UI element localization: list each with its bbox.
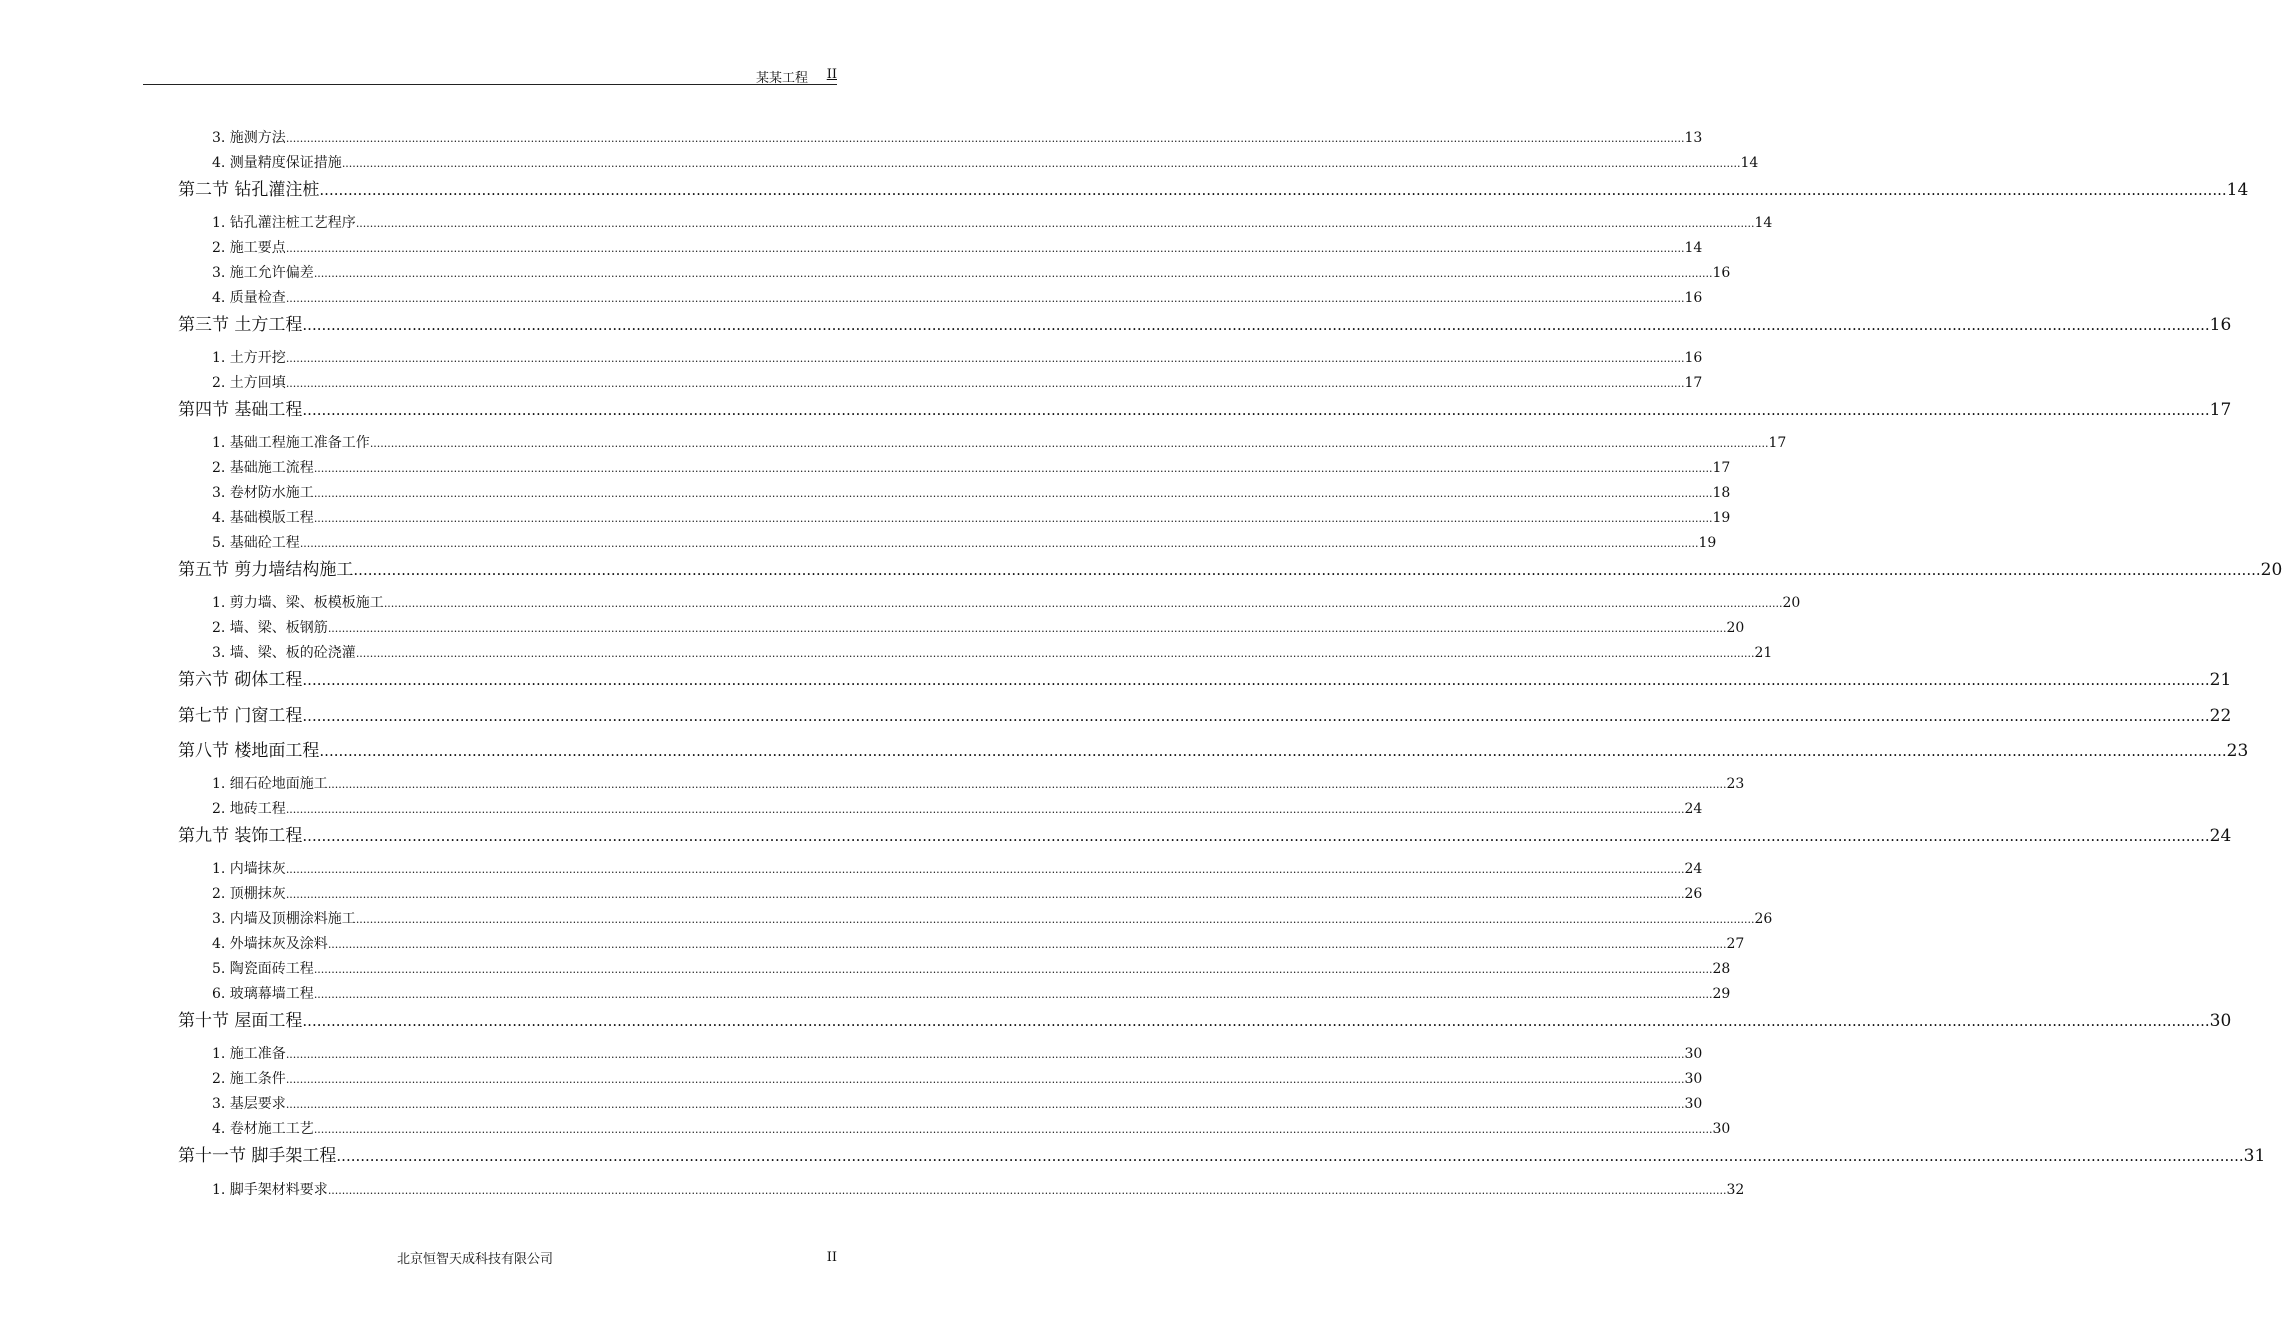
toc-subsection-entry[interactable]: [212, 532, 1717, 552]
toc-entry-page: 30: [1684, 1071, 1703, 1087]
toc-dot-leader: ................................................................................................................................................................................................................................................................................................................................................................................................................: [313, 512, 1713, 525]
toc-entry-page: 14: [1684, 240, 1703, 256]
toc-entry-page: 32: [1726, 1182, 1745, 1198]
toc-entry-label: 第九节 装饰工程: [178, 826, 303, 846]
toc-entry-label: 4. 卷材施工工艺: [212, 1121, 314, 1137]
toc-subsection-entry[interactable]: [212, 372, 1703, 392]
toc-entry-label: 第三节 土方工程: [178, 315, 303, 335]
toc-section-entry[interactable]: [178, 701, 2232, 726]
toc-entry-page: 31: [2243, 1146, 2266, 1166]
toc-entry-page: 16: [1684, 290, 1703, 306]
toc-dot-leader: ................................................................................................................................................................................................................................................................................................................................................................................................................: [302, 707, 2210, 725]
toc-dot-leader: ................................................................................................................................................................................................................................................................................................................................................................................................................: [285, 888, 1685, 901]
toc-entry-label: 3. 卷材防水施工: [212, 485, 314, 501]
toc-entry-page: 17: [1684, 375, 1703, 391]
toc-subsection-entry[interactable]: [212, 127, 1703, 147]
footer-page-number: II: [826, 1250, 837, 1265]
toc-subsection-entry[interactable]: [212, 482, 1731, 502]
toc-entry-page: 24: [2209, 826, 2232, 846]
toc-dot-leader: ................................................................................................................................................................................................................................................................................................................................................................................................................: [302, 316, 2210, 334]
toc-entry-label: 2. 施工要点: [212, 240, 286, 256]
toc-subsection-entry[interactable]: [212, 1179, 1745, 1199]
toc-entry-label: 第七节 门窗工程: [178, 706, 303, 726]
toc-dot-leader: ................................................................................................................................................................................................................................................................................................................................................................................................................: [353, 561, 2261, 579]
toc-entry-page: 22: [2209, 706, 2232, 726]
toc-dot-leader: ................................................................................................................................................................................................................................................................................................................................................................................................................: [319, 181, 2227, 199]
toc-entry-page: 27: [1726, 936, 1745, 952]
header-rule: [143, 84, 837, 85]
toc-entry-label: 2. 土方回填: [212, 375, 286, 391]
toc-dot-leader: ................................................................................................................................................................................................................................................................................................................................................................................................................: [285, 377, 1685, 390]
toc-subsection-entry[interactable]: [212, 933, 1745, 953]
toc-entry-label: 1. 内墙抹灰: [212, 861, 286, 877]
toc-dot-leader: ................................................................................................................................................................................................................................................................................................................................................................................................................: [285, 1098, 1685, 1111]
toc-entry-label: 3. 内墙及顶棚涂料施工: [212, 911, 356, 927]
toc-dot-leader: ................................................................................................................................................................................................................................................................................................................................................................................................................: [327, 778, 1727, 791]
toc-entry-page: 20: [2260, 560, 2282, 580]
toc-dot-leader: ................................................................................................................................................................................................................................................................................................................................................................................................................: [302, 827, 2210, 845]
toc-entry-label: 第八节 楼地面工程: [178, 741, 320, 761]
toc-dot-leader: ................................................................................................................................................................................................................................................................................................................................................................................................................: [369, 437, 1769, 450]
toc-entry-page: 17: [1768, 435, 1787, 451]
toc-subsection-entry[interactable]: [212, 798, 1703, 818]
toc-dot-leader: ................................................................................................................................................................................................................................................................................................................................................................................................................: [302, 671, 2210, 689]
toc-entry-page: 21: [2209, 670, 2232, 690]
toc-entry-page: 20: [1782, 595, 1801, 611]
toc-entry-label: 第六节 砌体工程: [178, 670, 303, 690]
toc-subsection-entry[interactable]: [212, 347, 1703, 367]
toc-subsection-entry[interactable]: [212, 858, 1703, 878]
toc-subsection-entry[interactable]: [212, 432, 1787, 452]
toc-entry-label: 4. 测量精度保证措施: [212, 155, 342, 171]
toc-entry-page: 30: [1684, 1096, 1703, 1112]
toc-dot-leader: ................................................................................................................................................................................................................................................................................................................................................................................................................: [313, 1123, 1713, 1136]
toc-dot-leader: ................................................................................................................................................................................................................................................................................................................................................................................................................: [319, 742, 2227, 760]
toc-entry-page: 26: [1754, 911, 1773, 927]
toc-entry-label: 2. 墙、梁、板钢筋: [212, 620, 328, 636]
toc-dot-leader: ................................................................................................................................................................................................................................................................................................................................................................................................................: [313, 963, 1713, 976]
toc-entry-label: 1. 土方开挖: [212, 350, 286, 366]
toc-entry-page: 16: [2209, 315, 2232, 335]
toc-subsection-entry[interactable]: [212, 883, 1703, 903]
toc-entry-page: 30: [1684, 1046, 1703, 1062]
toc-subsection-entry[interactable]: [212, 983, 1731, 1003]
toc-dot-leader: ................................................................................................................................................................................................................................................................................................................................................................................................................: [383, 597, 1783, 610]
toc-entry-label: 2. 顶棚抹灰: [212, 886, 286, 902]
toc-entry-label: 1. 脚手架材料要求: [212, 1182, 328, 1198]
toc-subsection-entry[interactable]: [212, 592, 1801, 612]
toc-entry-page: 23: [1726, 776, 1745, 792]
toc-subsection-entry[interactable]: [212, 287, 1703, 307]
toc-entry-page: 19: [1698, 535, 1717, 551]
toc-entry-page: 23: [2226, 741, 2249, 761]
toc-subsection-entry[interactable]: [212, 457, 1731, 477]
toc-entry-label: 第二节 钻孔灌注桩: [178, 180, 320, 200]
toc-section-entry[interactable]: [178, 1141, 2266, 1166]
toc-subsection-entry[interactable]: [212, 152, 1759, 172]
toc-entry-label: 3. 墙、梁、板的砼浇灌: [212, 645, 356, 661]
toc-entry-page: 16: [1712, 265, 1731, 281]
toc-dot-leader: ................................................................................................................................................................................................................................................................................................................................................................................................................: [336, 1147, 2244, 1165]
toc-dot-leader: ................................................................................................................................................................................................................................................................................................................................................................................................................: [355, 217, 1755, 230]
toc-entry-page: 24: [1684, 801, 1703, 817]
toc-dot-leader: ................................................................................................................................................................................................................................................................................................................................................................................................................: [302, 1012, 2210, 1030]
toc-subsection-entry[interactable]: [212, 1118, 1731, 1138]
toc-entry-label: 1. 细石砼地面施工: [212, 776, 328, 792]
toc-entry-label: 3. 施工允许偏差: [212, 265, 314, 281]
toc-entry-page: 13: [1684, 130, 1703, 146]
toc-entry-label: 2. 施工条件: [212, 1071, 286, 1087]
toc-entry-label: 第四节 基础工程: [178, 400, 303, 420]
toc-dot-leader: ................................................................................................................................................................................................................................................................................................................................................................................................................: [327, 1184, 1727, 1197]
toc-entry-page: 26: [1684, 886, 1703, 902]
toc-dot-leader: ................................................................................................................................................................................................................................................................................................................................................................................................................: [299, 537, 1699, 550]
toc-section-entry[interactable]: [178, 555, 2282, 580]
toc-entry-page: 19: [1712, 510, 1731, 526]
toc-entry-label: 4. 质量检查: [212, 290, 286, 306]
toc-dot-leader: ................................................................................................................................................................................................................................................................................................................................................................................................................: [285, 132, 1685, 145]
toc-entry-page: 21: [1754, 645, 1773, 661]
toc-entry-page: 24: [1684, 861, 1703, 877]
toc-subsection-entry[interactable]: [212, 212, 1773, 232]
toc-dot-leader: ................................................................................................................................................................................................................................................................................................................................................................................................................: [327, 938, 1727, 951]
toc-entry-label: 1. 钻孔灌注桩工艺程序: [212, 215, 356, 231]
toc-dot-leader: ................................................................................................................................................................................................................................................................................................................................................................................................................: [313, 267, 1713, 280]
toc-subsection-entry[interactable]: [212, 617, 1745, 637]
toc-dot-leader: ................................................................................................................................................................................................................................................................................................................................................................................................................: [285, 863, 1685, 876]
toc-entry-page: 14: [1754, 215, 1773, 231]
toc-dot-leader: ................................................................................................................................................................................................................................................................................................................................................................................................................: [313, 988, 1713, 1001]
toc-entry-page: 17: [2209, 400, 2232, 420]
toc-entry-label: 4. 外墙抹灰及涂料: [212, 936, 328, 952]
toc-dot-leader: ................................................................................................................................................................................................................................................................................................................................................................................................................: [285, 1073, 1685, 1086]
toc-entry-label: 2. 基础施工流程: [212, 460, 314, 476]
toc-entry-page: 18: [1712, 485, 1731, 501]
toc-entry-page: 20: [1726, 620, 1745, 636]
toc-entry-page: 14: [2226, 180, 2249, 200]
toc-entry-page: 16: [1684, 350, 1703, 366]
toc-entry-page: 28: [1712, 961, 1731, 977]
toc-section-entry[interactable]: [178, 821, 2232, 846]
toc-dot-leader: ................................................................................................................................................................................................................................................................................................................................................................................................................: [341, 157, 1741, 170]
toc-subsection-entry[interactable]: [212, 908, 1773, 928]
header-title: 某某工程: [755, 71, 808, 86]
toc-dot-leader: ................................................................................................................................................................................................................................................................................................................................................................................................................: [285, 803, 1685, 816]
toc-dot-leader: ................................................................................................................................................................................................................................................................................................................................................................................................................: [302, 401, 2210, 419]
toc-dot-leader: ................................................................................................................................................................................................................................................................................................................................................................................................................: [327, 622, 1727, 635]
toc-dot-leader: ................................................................................................................................................................................................................................................................................................................................................................................................................: [313, 487, 1713, 500]
toc-entry-label: 3. 基层要求: [212, 1096, 286, 1112]
toc-section-entry[interactable]: [178, 1006, 2232, 1031]
toc-entry-page: 29: [1712, 986, 1731, 1002]
toc-subsection-entry[interactable]: [212, 773, 1745, 793]
toc-section-entry[interactable]: [178, 395, 2232, 420]
toc-section-entry[interactable]: [178, 736, 2249, 761]
toc-subsection-entry[interactable]: [212, 237, 1703, 257]
toc-entry-label: 1. 剪力墙、梁、板模板施工: [212, 595, 384, 611]
toc-dot-leader: ................................................................................................................................................................................................................................................................................................................................................................................................................: [355, 913, 1755, 926]
toc-entry-label: 1. 施工准备: [212, 1046, 286, 1062]
toc-subsection-entry[interactable]: [212, 507, 1731, 527]
toc-subsection-entry[interactable]: [212, 958, 1731, 978]
toc-entry-page: 14: [1740, 155, 1759, 171]
toc-dot-leader: ................................................................................................................................................................................................................................................................................................................................................................................................................: [285, 352, 1685, 365]
toc-dot-leader: ................................................................................................................................................................................................................................................................................................................................................................................................................: [285, 292, 1685, 305]
toc-subsection-entry[interactable]: [212, 642, 1773, 662]
toc-entry-label: 6. 玻璃幕墙工程: [212, 986, 314, 1002]
toc-entry-page: 17: [1712, 460, 1731, 476]
toc-entry-page: 30: [2209, 1011, 2232, 1031]
toc-entry-label: 第十一节 脚手架工程: [178, 1146, 337, 1166]
toc-dot-leader: ................................................................................................................................................................................................................................................................................................................................................................................................................: [355, 647, 1755, 660]
toc-entry-label: 2. 地砖工程: [212, 801, 286, 817]
header-page-number: II: [826, 67, 837, 82]
toc-entry-label: 5. 陶瓷面砖工程: [212, 961, 314, 977]
toc-entry-label: 1. 基础工程施工准备工作: [212, 435, 370, 451]
toc-entry-page: 30: [1712, 1121, 1731, 1137]
toc-subsection-entry[interactable]: [212, 1093, 1703, 1113]
toc-subsection-entry[interactable]: [212, 1043, 1703, 1063]
toc-entry-label: 第十节 屋面工程: [178, 1011, 303, 1031]
toc-section-entry[interactable]: [178, 175, 2249, 200]
toc-entry-label: 4. 基础模版工程: [212, 510, 314, 526]
toc-dot-leader: ................................................................................................................................................................................................................................................................................................................................................................................................................: [285, 242, 1685, 255]
toc-entry-label: 5. 基础砼工程: [212, 535, 300, 551]
toc-section-entry[interactable]: [178, 310, 2232, 335]
toc-subsection-entry[interactable]: [212, 262, 1731, 282]
toc-subsection-entry[interactable]: [212, 1068, 1703, 1088]
footer-company: 北京恒智天成科技有限公司: [396, 1252, 553, 1267]
toc-entry-label: 3. 施测方法: [212, 130, 286, 146]
toc-section-entry[interactable]: [178, 665, 2232, 690]
toc-dot-leader: ................................................................................................................................................................................................................................................................................................................................................................................................................: [313, 462, 1713, 475]
toc-dot-leader: ................................................................................................................................................................................................................................................................................................................................................................................................................: [285, 1048, 1685, 1061]
toc-entry-label: 第五节 剪力墙结构施工: [178, 560, 354, 580]
